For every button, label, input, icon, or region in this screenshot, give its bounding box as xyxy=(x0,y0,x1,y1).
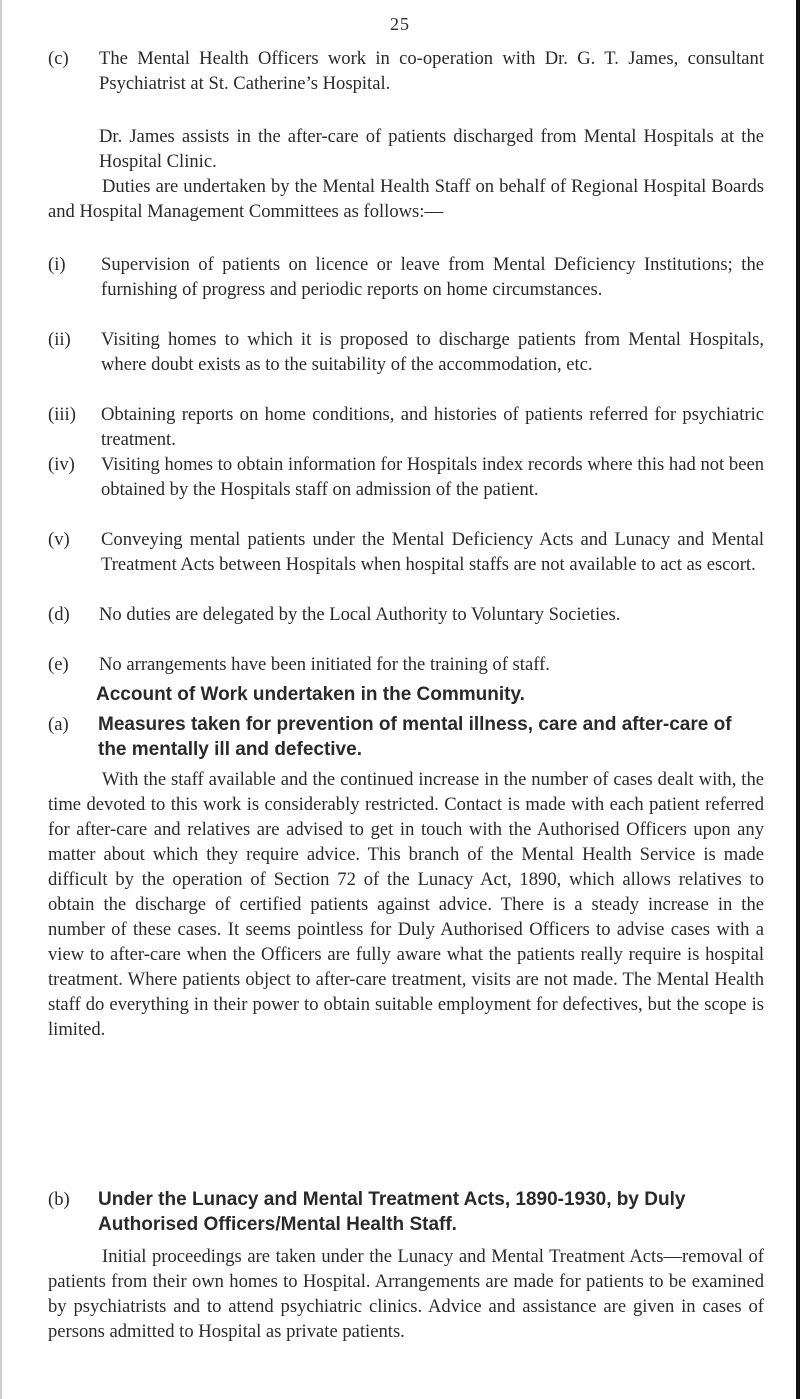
item-label: (d) xyxy=(48,604,70,625)
item-label: (c) xyxy=(48,48,69,69)
subheading-a xyxy=(48,712,764,762)
duty-label: (iii) xyxy=(48,404,76,425)
duty-item xyxy=(48,527,764,577)
item-d xyxy=(48,602,764,627)
item-text: The Mental Health Officers work in co-operation with Dr. G. T. James, consultant Psychiatrist at St. Catherine’s Hospital. xyxy=(99,48,764,94)
duty-item xyxy=(48,327,764,377)
paragraph-a: With the staff available and the continued increase in the number of cases dealt with, the time devoted to this work is considerably restricted. Contact is made with each patient referred for after-care and relatives are advised to get in touch with the Authorised Officers upon any matter about which they require advice. This branch of the Mental Health Service is made difficult by the operation of Section 72 of the Lunacy Act, 1890, which allows relatives to obtain the discharge of certified patients against advice. There is a steady increase in the number of these cases. It seems pointless for Duly Authorised Officers to advise cases with a view to after-care when the Officers are fully aware what the patients really require is hospital treatment. Where patients object to after-care treatment, visits are not made. The Mental Health staff do everything in their power to obtain suitable employment for defectives, but the scope is limited. xyxy=(48,769,764,1040)
duty-item xyxy=(48,452,764,502)
section-heading: Account of Work undertaken in the Community. xyxy=(96,684,525,705)
page-left-edge xyxy=(0,0,2,1399)
item-label: (e) xyxy=(48,654,69,675)
subheading-text: Under the Lunacy and Mental Treatment Acts, 1890-1930, by Duly Authorised Officers/Mental Health Staff. xyxy=(98,1189,686,1235)
item-c xyxy=(48,46,764,96)
subheading-text: Measures taken for prevention of mental illness, care and after-care of the mentally ill and defective. xyxy=(98,714,732,760)
subheading-label: (b) xyxy=(48,1189,70,1210)
page-number: 25 xyxy=(390,14,410,34)
subheading-label: (a) xyxy=(48,714,69,735)
subheading-b xyxy=(48,1187,764,1237)
duty-text: Supervision of patients on licence or leave from Mental Deficiency Institutions; the furnishing of progress and periodic reports on home circumstances. xyxy=(101,254,764,300)
duty-label: (i) xyxy=(48,254,66,275)
paragraph-b: Initial proceedings are taken under the Lunacy and Mental Treatment Acts—removal of patients from their own homes to Hospital. Arrangements are made for patients to be examined by psychiatrists and to attend psychiatric clinics. Advice and assistance are given in cases of persons admitted to Hospital as private patients. xyxy=(48,1246,764,1342)
duty-item xyxy=(48,252,764,302)
duty-text: Visiting homes to which it is proposed to discharge patients from Mental Hospitals, where doubt exists as to the suitability of the accommodation, etc. xyxy=(101,329,764,375)
duty-label: (iv) xyxy=(48,454,75,475)
item-e xyxy=(48,652,764,677)
duty-text: Conveying mental patients under the Mental Deficiency Acts and Lunacy and Mental Treatment Acts between Hospitals when hospital staffs are not available to act as escort. xyxy=(101,529,764,575)
duty-label: (ii) xyxy=(48,329,71,350)
item-text: No arrangements have been initiated for the training of staff. xyxy=(99,654,550,675)
paragraph-dr-james: Dr. James assists in the after-care of patients discharged from Mental Hospitals at the Hospital Clinic. xyxy=(99,126,764,172)
item-text: No duties are delegated by the Local Authority to Voluntary Societies. xyxy=(99,604,621,625)
duty-text: Obtaining reports on home conditions, and histories of patients referred for psychiatric treatment. xyxy=(101,404,764,450)
duty-item xyxy=(48,402,764,452)
duty-label: (v) xyxy=(48,529,70,550)
duty-text: Visiting homes to obtain information for Hospitals index records where this had not been obtained by the Hospitals staff on admission of the patient. xyxy=(101,454,764,500)
paragraph-duties-intro: Duties are undertaken by the Mental Health Staff on behalf of Regional Hospital Boards and Hospital Management Committees as follows:— xyxy=(48,176,764,222)
